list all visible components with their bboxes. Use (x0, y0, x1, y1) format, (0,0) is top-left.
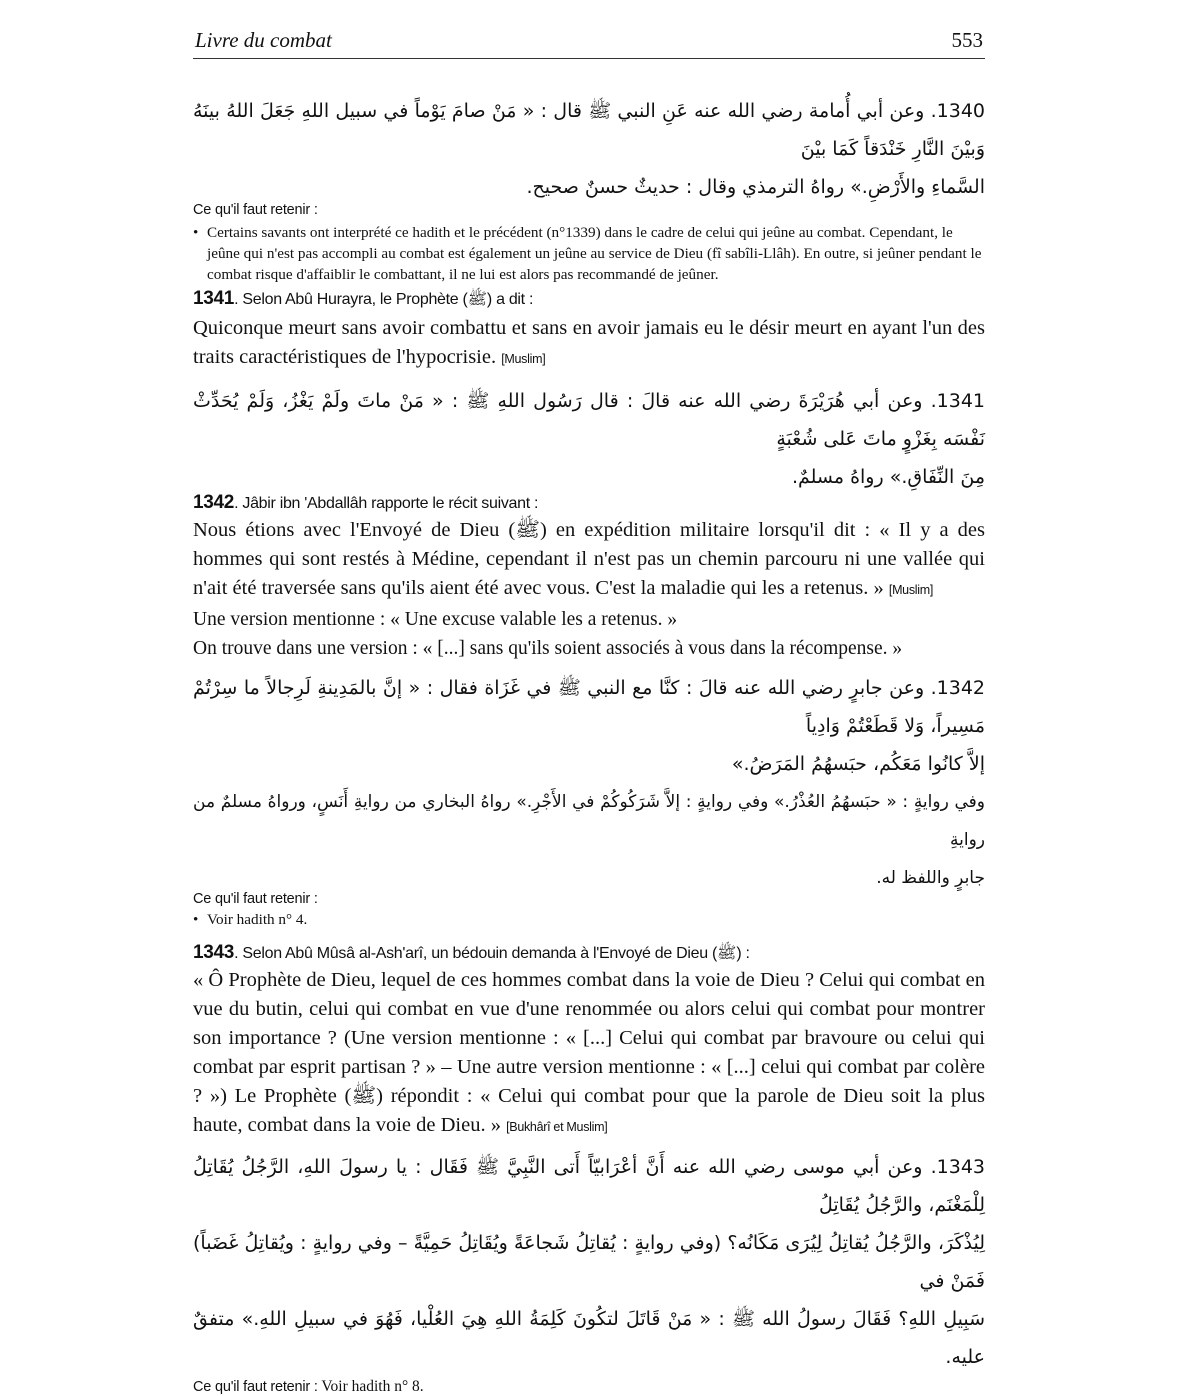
bullet-icon: • (193, 911, 199, 928)
source-tag: [Muslim] (888, 583, 934, 597)
retain-heading: Ce qu'il faut retenir : (193, 1379, 318, 1395)
hadith-number: 1343 (193, 942, 235, 963)
hadith-heading: 1342. Jâbir ibn 'Abdallâh rapporte le récit suivant : (193, 492, 539, 513)
hadith-heading: 1341. Selon Abû Hurayra, le Prophète (ﷺ) a dit : (193, 288, 534, 309)
french-text: Nous étions avec l'Envoyé de Dieu (ﷺ) en expédition militaire lorsqu'il dit : « Il y a des hommes qui sont restés à Médine, cependant il n'est pas un chemin parcouru ni une vallée qui n'ait été traversée sans qu'ils aient été avec vous. C'est la maladie qui les a retenus. » [Muslim] (193, 519, 985, 599)
chapter-title: Livre du combat (195, 28, 332, 52)
arabic-line: لِيُذْكَرَ، والرَّجُلُ يُقاتِلُ لِيُرَى مَكَانُه؟ (وفي روايةٍ : يُقاتِلُ شَجاعَةً ويُقَاتِلُ حَمِيَّةً – وفي روايةٍ : ويُقاتِلُ غَضَباً) فَمَنْ في (193, 1232, 985, 1292)
arabic-line: وفي روايةٍ : « حبَسهُمُ العُذْرُ.» وفي روايةٍ : إلاَّ شَرَكُوكُمْ في الأَجْرِ.» رواهُ البخاري من روايةِ أَنَسٍ، ورواهُ مسلمٌ من روايةِ (193, 792, 985, 850)
french-text: Quiconque meurt sans avoir combattu et sans en avoir jamais eu le désir meurt en ayant l'un des traits caractéristiques de l'hypocrisie. [Muslim] (193, 317, 985, 368)
arabic-line: 1341. وعن أبي هُرَيْرَةَ رضي الله عنه قالَ : قال رَسُول اللهِ ﷺ : « مَنْ ماتَ ولَمْ يَغْزُ، وَلَمْ يُحَدِّثْ نَفْسَه بِغَزْوٍ ماتَ عَلى شُعْبَةٍ (193, 390, 985, 450)
bullet-icon: • (193, 224, 199, 241)
retain-note: • Voir hadith n° 4. (193, 911, 308, 928)
retain-note: Ce qu'il faut retenir : Voir hadith n° 8. (193, 1378, 424, 1395)
retain-note: • Certains savants ont interprété ce hadith et le précédent (n°1339) dans le cadre de celui qui jeûne au combat. Cependant, le jeûne qui n'est pas accompli au combat est également un jeûne au service de Dieu (fî sabîli-Llâh). En outre, si jeûner pendant le combat risque d'affaiblir le combattant, il ne lui est alors pas recommandé de jeûner. (193, 224, 982, 283)
hadith-number: 1342 (193, 492, 235, 513)
arabic-line: جابرٍ واللفظ له. (876, 868, 985, 888)
arabic-line: 1340. وعن أبي أُمامة رضي الله عنه عَنِ النبي ﷺ قال : « مَنْ صامَ يَوْماً في سبيل اللهِ جَعَلَ اللهُ بينَهُ وَبيْنَ النَّارِ خَنْدَقاً كَمَا بيْنَ (193, 100, 985, 160)
arabic-text (193, 382, 985, 496)
arabic-line: 1342. وعن جابرٍ رضي الله عنه قالَ : كنَّا مع النبي ﷺ في غَزَاة فقال : « إنَّ بالمَدِينةِ لَرِجالاً ما سِرْتُمْ مَسِيراً، وَلا قَطَعْتُمْ وَادِياً (193, 677, 985, 737)
arabic-line: إلاَّ كانُوا مَعَكُم، حبَسهُمُ المَرَضُ.» (731, 753, 985, 775)
arabic-text (193, 92, 985, 206)
source-tag: [Bukhârî et Muslim] (506, 1120, 608, 1134)
source-tag: [Muslim] (501, 352, 546, 366)
version-note: On trouve dans une version : « [...] sans qu'ils soient associés à vous dans la récompense. » (193, 638, 903, 659)
retain-heading: Ce qu'il faut retenir : (193, 202, 318, 218)
page-number: 553 (951, 28, 983, 52)
running-header (193, 26, 985, 59)
retain-heading: Ce qu'il faut retenir : (193, 891, 318, 907)
hadith-1340 (193, 92, 985, 285)
arabic-text (193, 669, 985, 897)
arabic-text (193, 1148, 985, 1376)
arabic-line: مِنَ النِّفَاقِ.» رواهُ مسلمٌ. (791, 466, 985, 488)
arabic-line: 1343. وعن أبي موسى رضي الله عنه أَنَّ أعْرَابيّاً أَتى النَّبِيَّ ﷺ فَقَال : يا رسولَ اللهِ، الرَّجُلُ يُقَاتِلُ لِلْمَغْنَم، والرَّجُلُ يُقَاتِلُ (193, 1156, 985, 1216)
hadith-1341 (193, 288, 985, 496)
version-note: Une version mentionne : « Une excuse valable les a retenus. » (193, 609, 678, 630)
hadith-heading: 1343. Selon Abû Mûsâ al-Ash'arî, un bédouin demanda à l'Envoyé de Dieu (ﷺ) : (193, 942, 750, 963)
arabic-line: السَّماءِ والأَرْضِ.» رواهُ الترمذي وقال : حديثٌ حسنٌ صحيح. (526, 176, 985, 198)
hadith-1342 (193, 492, 985, 930)
hadith-number: 1341 (193, 288, 235, 309)
french-text: « Ô Prophète de Dieu, lequel de ces hommes combat dans la voie de Dieu ? Celui qui combat en vue du butin, celui qui combat en vue d'une renommée ou alors celui qui combat pour montrer son importance ? (Une version mentionne : « [...] Celui qui combat par bravoure ou celui qui combat par esprit partisan ? » – Une autre version mentionne : « [...] celui qui combat par colère ? ») Le Prophète (ﷺ) répondit : « Celui qui combat pour que la parole de Dieu soit la plus haute, combat dans la voie de Dieu. » [Bukhârî et Muslim] (193, 969, 985, 1136)
arabic-line: سَبِيلِ اللهِ؟ فَقَالَ رسولُ الله ﷺ : « مَنْ قَاتَلَ لتكُونَ كَلِمَةُ اللهِ هِيَ العُلْيا، فَهُوَ في سبيلِ اللهِ.» متفقٌ عليه. (193, 1308, 985, 1368)
